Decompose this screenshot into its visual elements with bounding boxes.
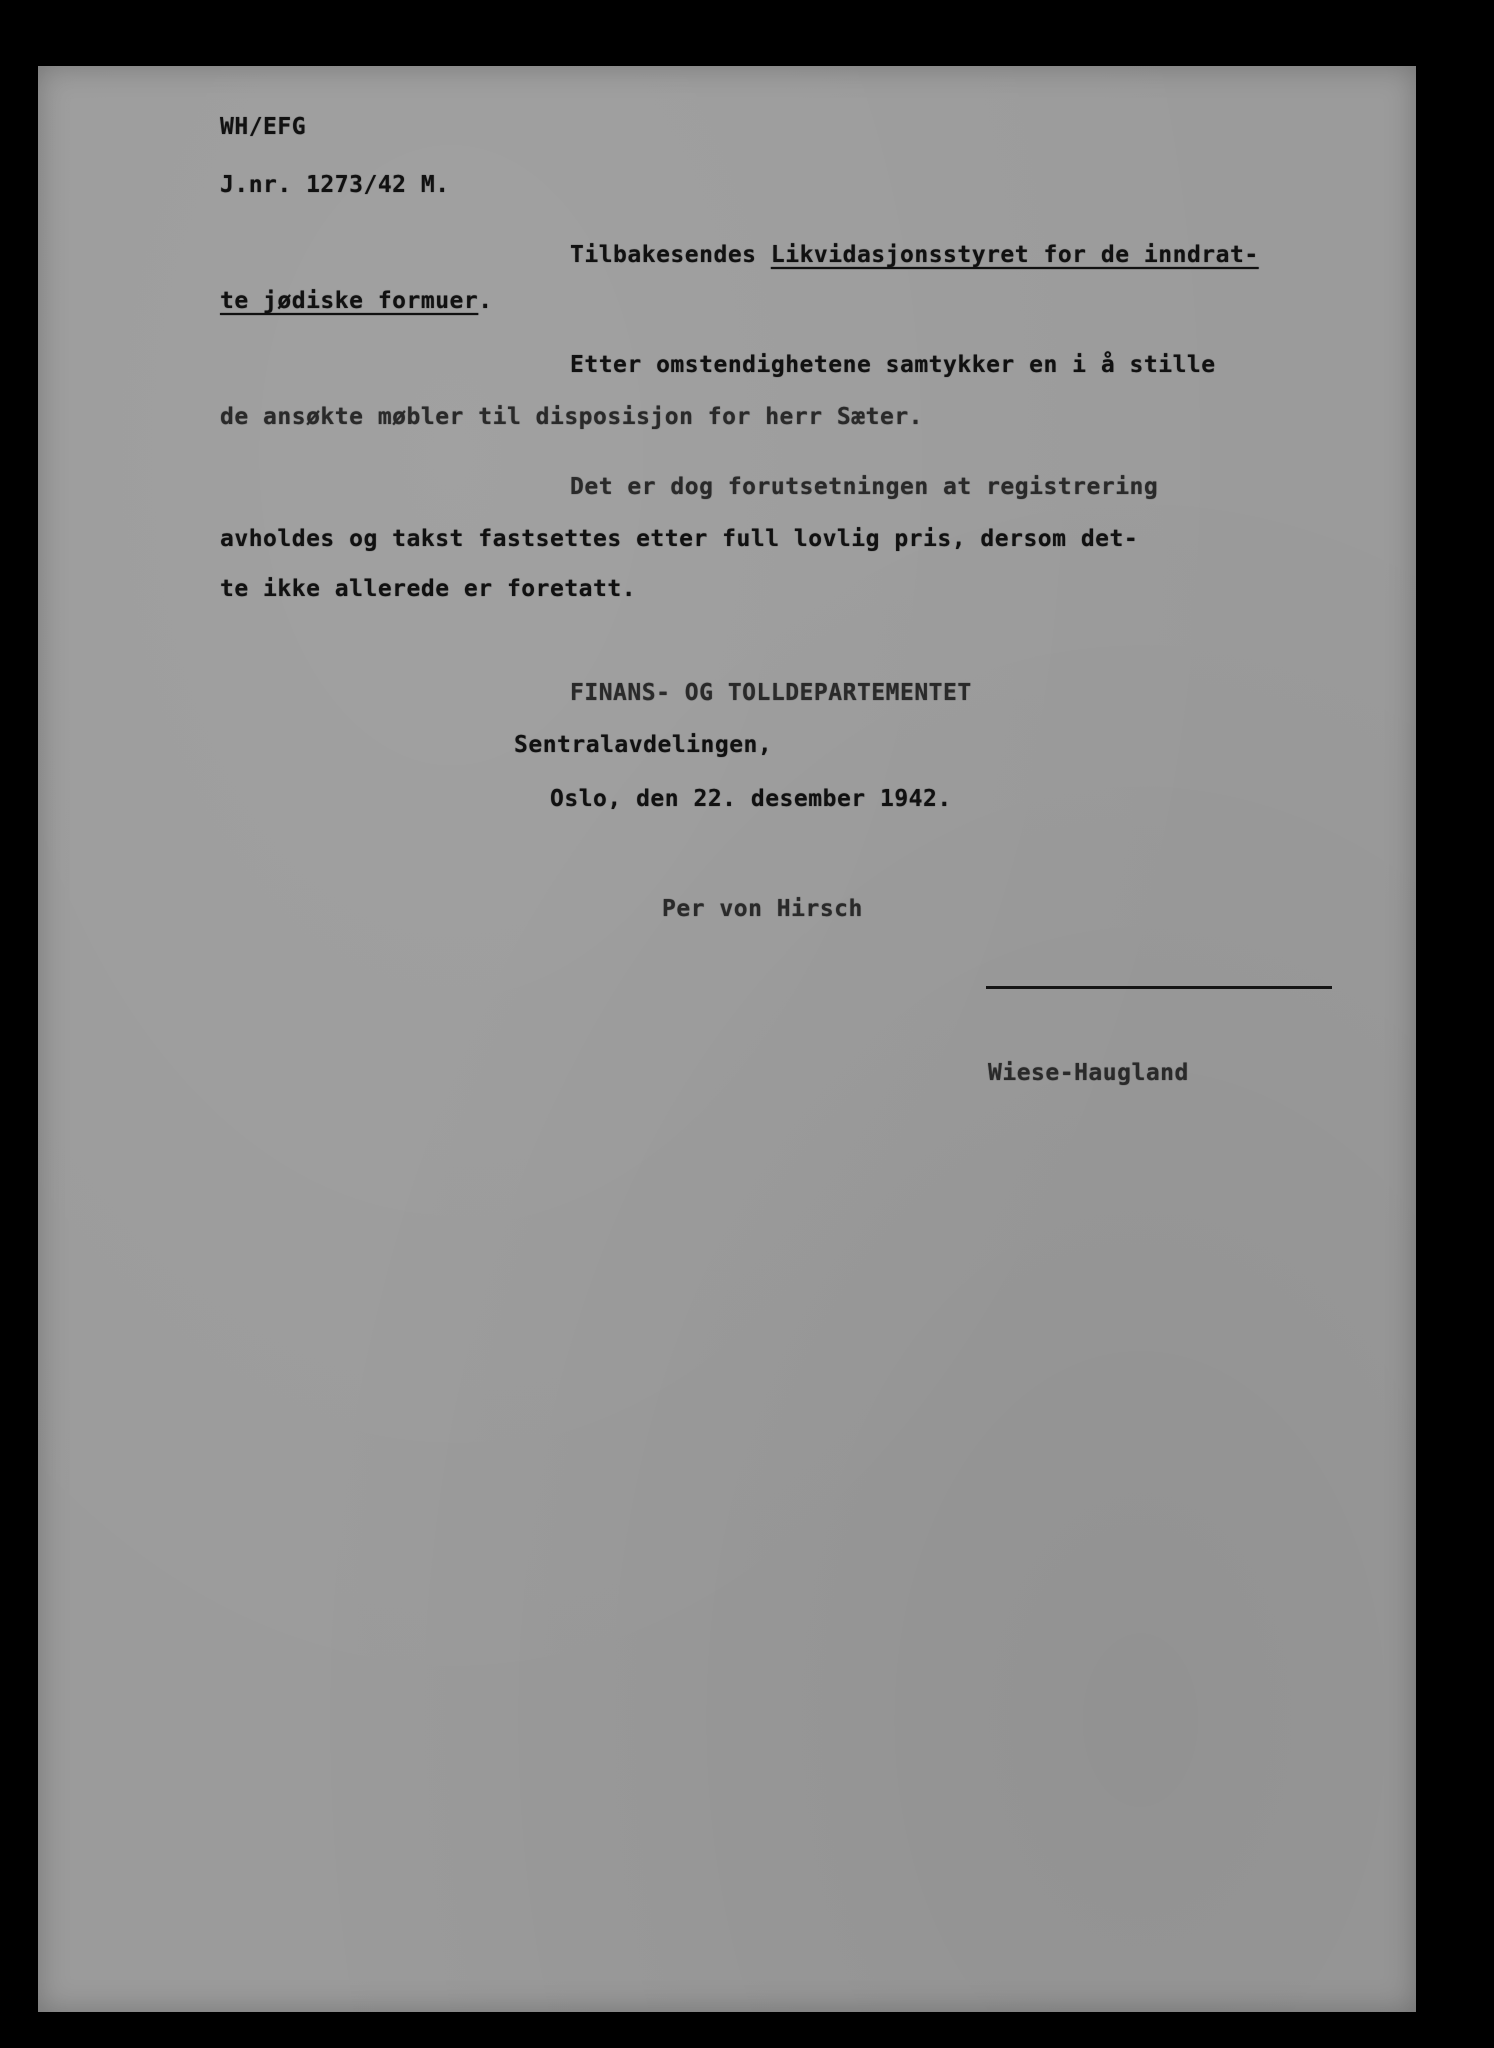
- paragraph-2-line-1: Etter omstendighetene samtykker en i å stille: [570, 352, 1216, 378]
- paragraph-1-prefix: Tilbakesendes: [570, 242, 771, 268]
- signature-line: [986, 986, 1332, 989]
- paragraph-1-suffix: .: [478, 288, 493, 314]
- paragraph-2-line-2: de ansøkte møbler til disposisjon for herr Sæter.: [220, 404, 924, 430]
- paragraph-3-line-1: Det er dog forutsetningen at registrering: [570, 474, 1159, 500]
- signatory-name: Per von Hirsch: [662, 896, 863, 922]
- paragraph-3-line-3: te ikke allerede er foretatt.: [220, 576, 637, 602]
- paragraph-1-line-1: [570, 242, 1259, 268]
- addressee-underlined-part-1: Likvidasjonsstyret for de inndrat-: [770, 242, 1259, 268]
- document-page: [38, 66, 1416, 2012]
- countersignatory-name: Wiese-Haugland: [988, 1060, 1189, 1086]
- department-name: FINANS- OG TOLLDEPARTEMENTET: [570, 680, 972, 706]
- place-and-date: Oslo, den 22. desember 1942.: [550, 786, 952, 812]
- reference-initials: WH/EFG: [220, 114, 307, 140]
- journal-number: J.nr. 1273/42 M.: [220, 172, 450, 198]
- addressee-underlined-part-2: te jødiske formuer: [220, 288, 479, 314]
- division-name: Sentralavdelingen,: [514, 732, 773, 758]
- paragraph-3-line-2: avholdes og takst fastsettes etter full lovlig pris, dersom det-: [220, 526, 1139, 552]
- paragraph-1-line-2: [220, 288, 493, 314]
